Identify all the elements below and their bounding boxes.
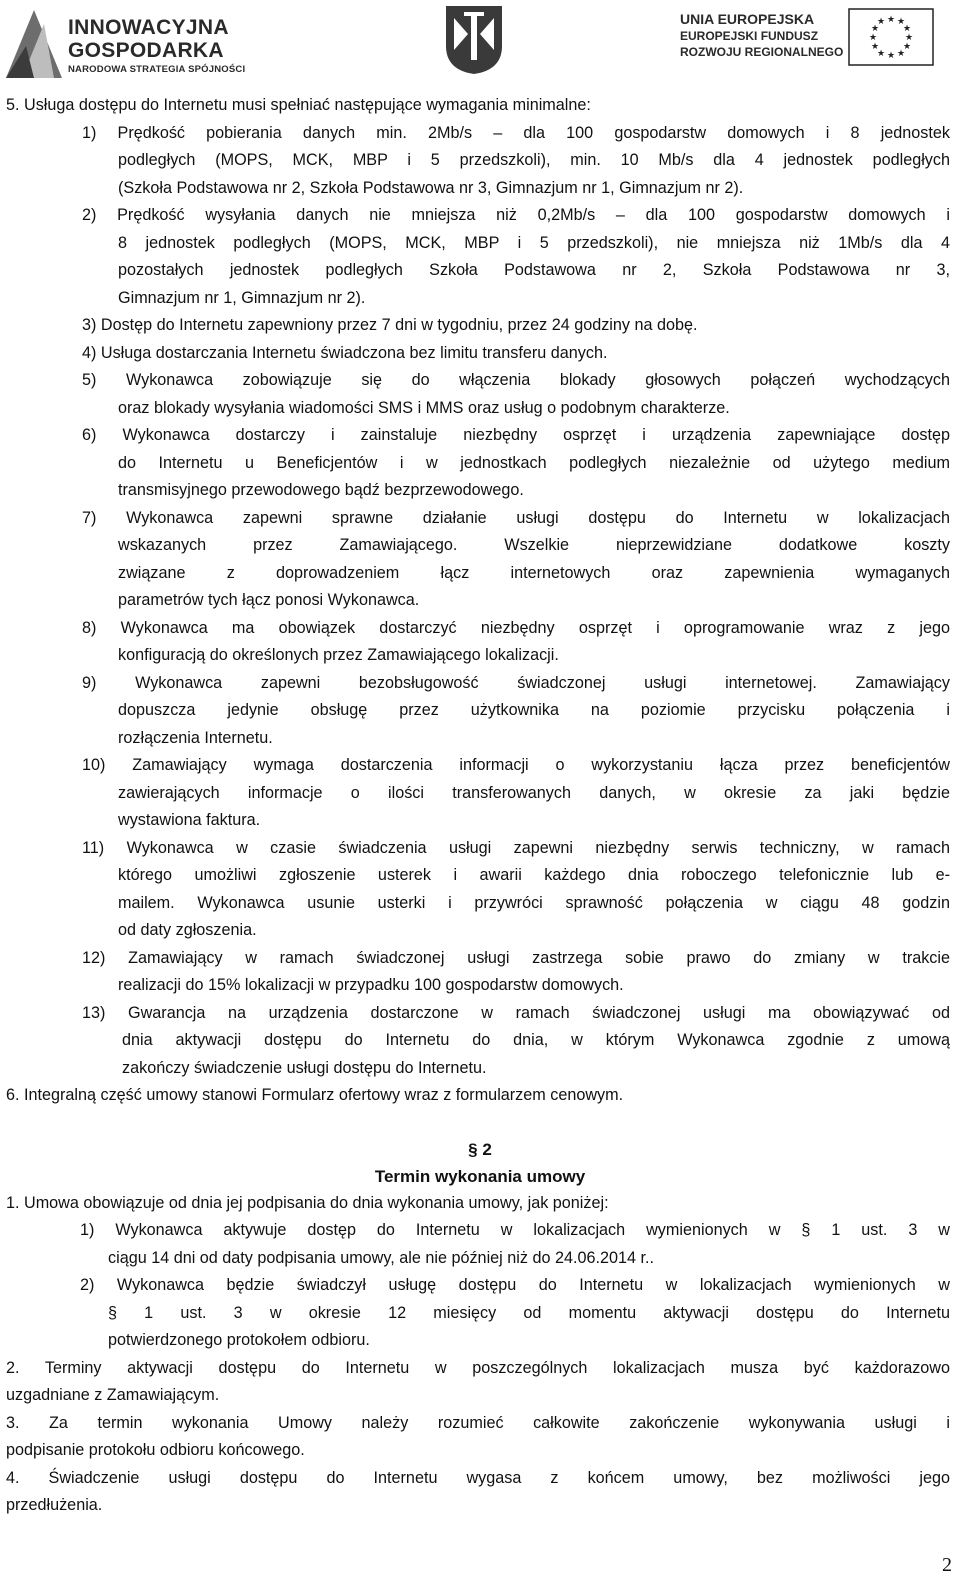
req-11-line2: którego umożliwi zgłoszenie usterek i awarii każdego dnia roboczego telefonicznie lub e- [118,866,950,884]
term-2-line1: 2. Terminy aktywacji dostępu do Internetu w poszczególnych lokalizacjach musza być każdorazowo [6,1358,950,1377]
eu-logo-line2: EUROPEJSKI FUNDUSZ [680,29,819,43]
req-10-line3: wystawiona faktura. [118,811,261,829]
req-8-line2: konfiguracją do określonych przez Zamawiającego lokalizacji. [118,646,559,664]
svg-text:★: ★ [904,33,914,43]
req-3-line1: 3) Dostęp do Internetu zapewniony przez 7 dni w tygodniu, przez 24 godziny na dobę. [82,316,698,334]
req-9-line1: 9) Wykonawca zapewni bezobsługowość świadczonej usługi internetowej. Zamawiający [82,673,950,692]
term-1-item2-line1: 2) Wykonawca będzie świadczył usługę dostępu do Internetu w lokalizacjach wymienionych w [80,1276,950,1294]
term-1-item1-line2: ciągu 14 dni od daty podpisania umowy, ale nie później niż do 24.06.2014 r.. [108,1248,654,1267]
req-9-line3: rozłączenia Internetu. [118,728,273,747]
req-11-line4: od daty zgłoszenia. [118,921,257,939]
term-2-line2: uzgadniane z Zamawiającym. [6,1386,220,1404]
req-13-line1: 13) Gwarancja na urządzenia dostarczone w ramach świadczonej usługi ma obowiązywać od [82,1003,950,1022]
req-12-line1: 12) Zamawiający w ramach świadczonej usługi zastrzega sobie prawo do zmiany w trakcie [82,948,950,967]
req-4-line1: 4) Usługa dostarczania Internetu świadczona bez limitu transferu danych. [82,343,608,362]
req-11-line1: 11) Wykonawca w czasie świadczenia usługi zapewni niezbędny serwis techniczny, w ramach [82,838,950,857]
eu-flag-icon [848,8,934,66]
svg-text:★: ★ [870,24,880,34]
svg-text:★: ★ [876,17,886,27]
svg-text:★: ★ [902,24,912,34]
req-1-line2: podległych (MOPS, MCK, MBP i 5 przedszkoli), min. 10 Mb/s dla 4 jednostek podległych [118,151,950,169]
term-1-intro: 1. Umowa obowiązuje od dnia jej podpisania do dnia wykonania umowy, jak poniżej: [6,1193,609,1212]
logo-subtitle: NARODOWA STRATEGIA SPÓJNOŚCI [68,64,246,75]
term-4-line2: przedłużenia. [6,1496,103,1514]
page-number: 2 [942,1554,952,1576]
logo-title-line1: INNOWACYJNA [68,16,229,39]
term-3-line1: 3. Za termin wykonania Umowy należy rozumieć całkowite zakończenie wykonywania usługi i [6,1413,950,1432]
svg-text:★: ★ [896,17,906,27]
term-3-line2: podpisanie protokołu odbioru końcowego. [6,1441,305,1459]
document-body [0,92,960,1520]
term-1-item2-line3: potwierdzonego protokołem odbioru. [108,1331,370,1349]
term-1-item2-line2: § 1 ust. 3 w okresie 12 miesięcy od momentu aktywacji dostępu do Internetu [108,1303,950,1322]
req-13-line3: zakończy świadczenie usługi dostępu do Internetu. [122,1058,487,1077]
eu-logo-line3: ROZWOJU REGIONALNEGO [680,45,844,59]
svg-text:★: ★ [870,42,880,52]
req-2-line4: Gimnazjum nr 1, Gimnazjum nr 2). [118,288,366,307]
paragraph-2-title: Termin wykonania umowy [374,1166,586,1186]
req-10-line1: 10) Zamawiający wymaga dostarczenia informacji o wykorzystaniu łącza przez beneficjentów [82,756,950,774]
req-7-line3: związane z doprowadzeniem łącz internetowych oraz zapewnienia wymaganych [118,563,950,582]
req-8-line1: 8) Wykonawca ma obowiązek dostarczyć niezbędny osprzęt i oprogramowanie wraz z jego [82,618,950,637]
req-2-line2: 8 jednostek podległych (MOPS, MCK, MBP i 5 przedszkoli), nie mniejsza niż 1Mb/s dla 4 [118,233,950,252]
req-7-line4: parametrów tych łącz ponosi Wykonawca. [118,591,420,609]
req-1-line3: (Szkoła Podstawowa nr 2, Szkoła Podstawowa nr 3, Gimnazjum nr 1, Gimnazjum nr 2). [118,178,744,197]
req-2-line3: pozostałych jednostek podległych Szkoła Podstawowa nr 2, Szkoła Podstawowa nr 3, [118,261,950,279]
eu-fund-logo [680,8,960,72]
req-12-line2: realizacji do 15% lokalizacji w przypadku 100 gospodarstw domowych. [118,976,624,994]
req-5-line2: oraz blokady wysyłania wiadomości SMS i MMS oraz usług o podobnym charakterze. [118,398,730,417]
req-6-line2: do Internetu u Beneficjentów i w jednostkach podległych niezależnie od użytego medium [118,453,950,472]
coat-of-arms-icon [444,4,504,76]
section-6-line: 6. Integralną część umowy stanowi Formularz ofertowy wraz z formularzem cenowym. [6,1086,624,1104]
section-5-heading: 5. Usługa dostępu do Internetu musi spełniać następujące wymagania minimalne: [6,96,591,114]
svg-text:★: ★ [886,15,896,25]
svg-text:★: ★ [902,42,912,52]
eu-logo-line1: UNIA EUROPEJSKA [680,11,815,27]
req-2-line1: 2) Prędkość wysyłania danych nie mniejsza niż 0,2Mb/s – dla 100 gospodarstw domowych i [82,206,950,224]
term-1-item1-line1: 1) Wykonawca aktywuje dostęp do Internetu w lokalizacjach wymienionych w § 1 ust. 3 w [80,1221,950,1239]
svg-text:★: ★ [876,49,886,59]
svg-text:★: ★ [896,49,906,59]
innowacyjna-gospodarka-logo [4,6,244,80]
logo-title-line2: GOSPODARKA [68,39,224,62]
innovation-flame-icon [4,6,64,80]
req-7-line1: 7) Wykonawca zapewni sprawne działanie usługi dostępu do Internetu w lokalizacjach [82,508,950,527]
term-4-line1: 4. Świadczenie usługi dostępu do Internetu wygasa z końcem umowy, bez możliwości jego [6,1468,950,1487]
req-11-line3: mailem. Wykonawca usunie usterki i przywróci sprawność połączenia w ciągu 48 godzin [118,893,950,912]
req-9-line2: dopuszcza jedynie obsługę przez użytkownika na poziomie przycisku połączenia i [118,701,950,719]
document-header [0,0,960,88]
req-5-line1: 5) Wykonawca zobowiązuje się do włączenia blokady głosowych połączeń wychodzących [82,371,950,389]
paragraph-2-symbol: § 2 [468,1139,492,1159]
req-10-line2: zawierających informacje o ilości transferowanych danych, w okresie za jaki będzie [118,783,950,802]
req-6-line1: 6) Wykonawca dostarczy i zainstaluje niezbędny osprzęt i urządzenia zapewniające dostęp [82,426,950,444]
req-7-line2: wskazanych przez Zamawiającego. Wszelkie nieprzewidziane dodatkowe koszty [118,536,950,554]
svg-text:★: ★ [868,33,878,43]
req-6-line3: transmisyjnego przewodowego bądź bezprzewodowego. [118,481,524,499]
svg-text:★: ★ [886,51,896,61]
req-1-line1: 1) Prędkość pobierania danych min. 2Mb/s – dla 100 gospodarstw domowych i 8 jednostek [82,123,950,142]
req-13-line2: dnia aktywacji dostępu do Internetu do dnia, w którym Wykonawca zgodnie z umową [122,1031,950,1049]
